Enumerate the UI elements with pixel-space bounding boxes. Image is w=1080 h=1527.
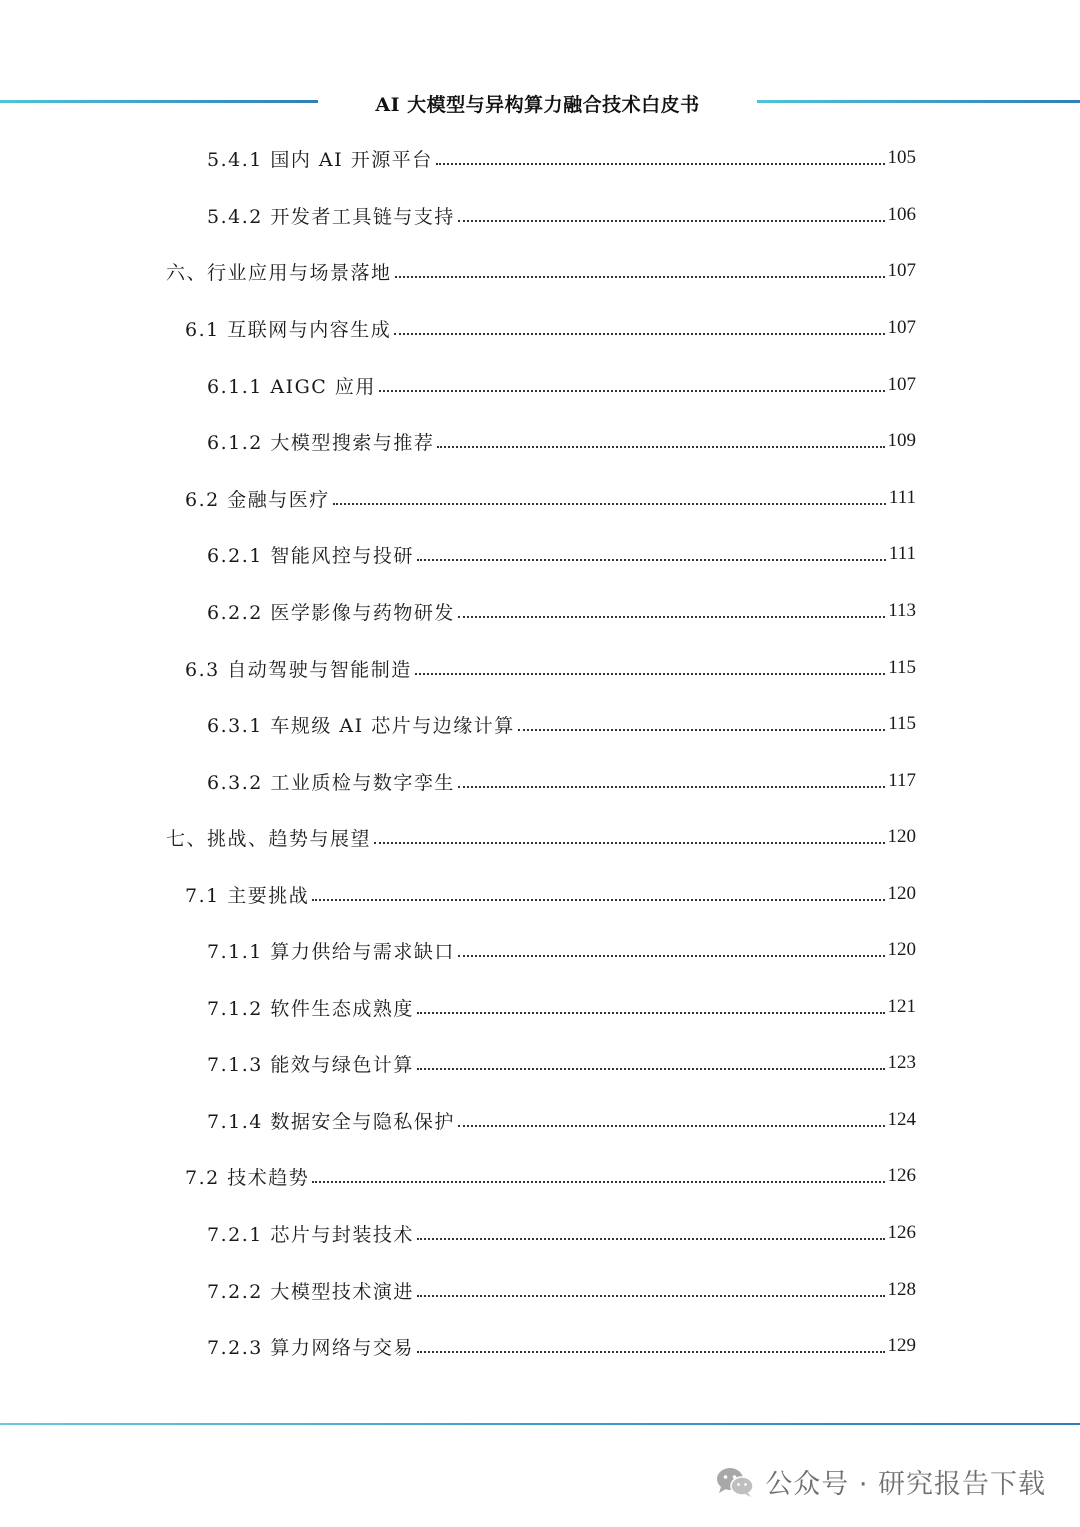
toc-entry-page: 107 — [887, 317, 916, 338]
toc-leader-dots — [415, 673, 885, 675]
toc-leader-dots — [518, 729, 886, 731]
toc-entry-label: 6.1 互联网与内容生成 — [185, 318, 392, 341]
toc-entry-label: 七、挑战、趋势与展望 — [166, 827, 372, 850]
toc-entry-page: 113 — [888, 600, 916, 621]
toc-entry[interactable] — [207, 536, 916, 572]
toc-entry-page: 105 — [887, 147, 916, 168]
watermark — [715, 1462, 1046, 1501]
toc-entry-page: 111 — [888, 543, 916, 564]
toc-entry-page: 111 — [888, 487, 916, 508]
toc-leader-dots — [458, 1125, 885, 1127]
toc-entry-label: 7.1.2 软件生态成熟度 — [207, 997, 414, 1020]
toc-entry-page: 129 — [887, 1335, 916, 1356]
toc-entry[interactable] — [207, 197, 916, 233]
toc-leader-dots — [458, 616, 885, 618]
toc-entry-page: 124 — [887, 1109, 916, 1130]
toc-entry-page: 107 — [887, 260, 916, 281]
toc-entry-label: 六、行业应用与场景落地 — [166, 261, 392, 284]
toc-entry-page: 117 — [888, 770, 916, 791]
footer-rule — [0, 1423, 1080, 1425]
toc-leader-dots — [395, 276, 885, 278]
toc-leader-dots — [312, 1181, 884, 1183]
toc-entry-label: 6.2.2 医学影像与药物研发 — [207, 601, 455, 624]
header-rule-left — [0, 100, 318, 103]
toc-leader-dots — [333, 503, 886, 505]
toc-entry[interactable] — [207, 763, 916, 799]
toc-entry-page: 120 — [887, 939, 916, 960]
toc-leader-dots — [417, 1012, 885, 1014]
toc-entry[interactable] — [207, 140, 916, 176]
toc-leader-dots — [436, 163, 885, 165]
toc-entry[interactable] — [207, 1272, 916, 1308]
toc-entry[interactable] — [207, 1045, 916, 1081]
toc-entry-label: 7.1.1 算力供给与需求缺口 — [207, 940, 455, 963]
toc-entry-label: 6.3 自动驾驶与智能制造 — [185, 658, 412, 681]
toc-leader-dots — [417, 1068, 885, 1070]
toc-entry-page: 121 — [887, 996, 916, 1017]
toc-entry-page: 107 — [887, 374, 916, 395]
toc-entry-label: 6.1.1 AIGC 应用 — [207, 375, 376, 398]
toc-entry[interactable] — [207, 1102, 916, 1138]
toc-entry-label: 7.2 技术趋势 — [185, 1166, 310, 1189]
toc-leader-dots — [437, 446, 884, 448]
toc-entry[interactable] — [166, 819, 916, 855]
toc-entry-page: 109 — [887, 430, 916, 451]
toc-entry[interactable] — [207, 989, 916, 1025]
toc-leader-dots — [417, 1351, 885, 1353]
toc-entry-label: 5.4.2 开发者工具链与支持 — [207, 205, 455, 228]
toc-entry[interactable] — [207, 423, 916, 459]
toc-leader-dots — [417, 1295, 885, 1297]
wechat-icon — [715, 1466, 755, 1498]
toc-entry-label: 6.3.1 车规级 AI 芯片与边缘计算 — [207, 714, 515, 737]
toc-entry-label: 6.2.1 智能风控与投研 — [207, 544, 414, 567]
toc-leader-dots — [458, 220, 885, 222]
toc-entry[interactable] — [185, 480, 916, 516]
toc-entry[interactable] — [207, 1215, 916, 1251]
toc-leader-dots — [458, 786, 885, 788]
toc-leader-dots — [417, 559, 886, 561]
toc-leader-dots — [458, 955, 885, 957]
toc-entry-label: 7.1.4 数据安全与隐私保护 — [207, 1110, 455, 1133]
toc-entry-label: 6.2 金融与医疗 — [185, 488, 330, 511]
toc-entry-label: 7.2.1 芯片与封装技术 — [207, 1223, 414, 1246]
toc-entry-page: 115 — [888, 657, 916, 678]
toc-leader-dots — [374, 842, 884, 844]
toc-leader-dots — [379, 390, 885, 392]
toc-entry-label: 6.3.2 工业质检与数字孪生 — [207, 771, 455, 794]
watermark-text: 公众号 · 研究报告下载 — [765, 1469, 1046, 1500]
toc-entry[interactable] — [207, 1328, 916, 1364]
header-rule-right — [757, 100, 1080, 103]
page-header-title: AI 大模型与异构算力融合技术白皮书 — [375, 94, 700, 116]
toc-entry-page: 126 — [887, 1222, 916, 1243]
toc-entry[interactable] — [207, 932, 916, 968]
toc-entry-label: 7.2.3 算力网络与交易 — [207, 1336, 414, 1359]
toc-leader-dots — [312, 899, 884, 901]
toc-entry-label: 7.1 主要挑战 — [185, 884, 310, 907]
toc-entry-label: 6.1.2 大模型搜索与推荐 — [207, 431, 435, 454]
toc-entry-page: 115 — [888, 713, 916, 734]
toc-entry-page: 123 — [887, 1052, 916, 1073]
toc-entry-label: 7.1.3 能效与绿色计算 — [207, 1053, 414, 1076]
toc-entry[interactable] — [207, 706, 916, 742]
toc-entry-page: 126 — [887, 1165, 916, 1186]
toc-entry-page: 120 — [887, 826, 916, 847]
toc-entry-label: 5.4.1 国内 AI 开源平台 — [207, 148, 433, 171]
toc-entry[interactable] — [185, 876, 916, 912]
toc-entry-label: 7.2.2 大模型技术演进 — [207, 1280, 414, 1303]
toc-leader-dots — [394, 333, 884, 335]
toc-entry[interactable] — [207, 367, 916, 403]
toc-entry[interactable] — [185, 650, 916, 686]
toc-entry[interactable] — [185, 310, 916, 346]
toc-entry[interactable] — [166, 253, 916, 289]
toc-entry-page: 120 — [887, 883, 916, 904]
toc-entry[interactable] — [207, 593, 916, 629]
toc-leader-dots — [417, 1238, 885, 1240]
toc-entry-page: 128 — [887, 1279, 916, 1300]
toc-entry-page: 106 — [887, 204, 916, 225]
toc-entry[interactable] — [185, 1158, 916, 1194]
